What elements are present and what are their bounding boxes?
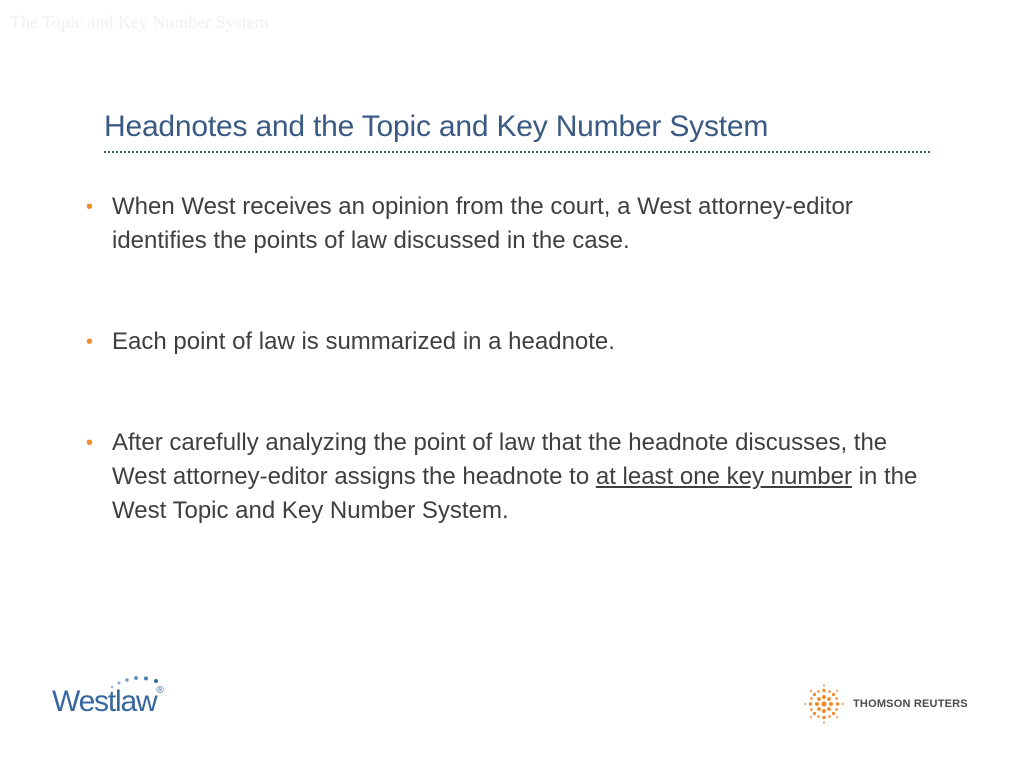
bullet-text: Each point of law is summarized in a headnote. [112, 328, 615, 355]
bullet-text: When West receives an opinion from the court, a West attorney-editor identifies the points of law discussed in the case. [112, 193, 853, 254]
slide-title: Headnotes and the Topic and Key Number System [104, 110, 769, 143]
title-divider [104, 151, 930, 153]
registered-mark: ® [156, 685, 163, 696]
bullet-icon: • [86, 196, 94, 218]
bullet-item [86, 325, 931, 359]
bullet-item [86, 190, 931, 258]
bullet-text-end: in the West Topic and Key Number System. [112, 463, 918, 524]
thomson-reuters-logo [804, 684, 979, 724]
westlaw-logo [52, 675, 172, 725]
thomson-reuters-dots-icon [804, 684, 844, 724]
thomson-reuters-wordmark: THOMSON REUTERS [853, 698, 968, 710]
bullet-icon: • [86, 331, 94, 353]
header-ghost-title: The Topic and Key Number System [10, 12, 269, 32]
westlaw-wordmark [52, 685, 163, 719]
bullet-text-underlined: at least one key number [595, 463, 852, 490]
bullet-item [86, 426, 931, 528]
bullet-icon: • [86, 432, 94, 454]
bullet-list [86, 190, 931, 528]
westlaw-name: Westlaw [52, 685, 157, 718]
bullet-text-start: After carefully analyzing the point of law that the headnote discusses, the West attorney-editor assigns the headnote to [112, 429, 888, 490]
